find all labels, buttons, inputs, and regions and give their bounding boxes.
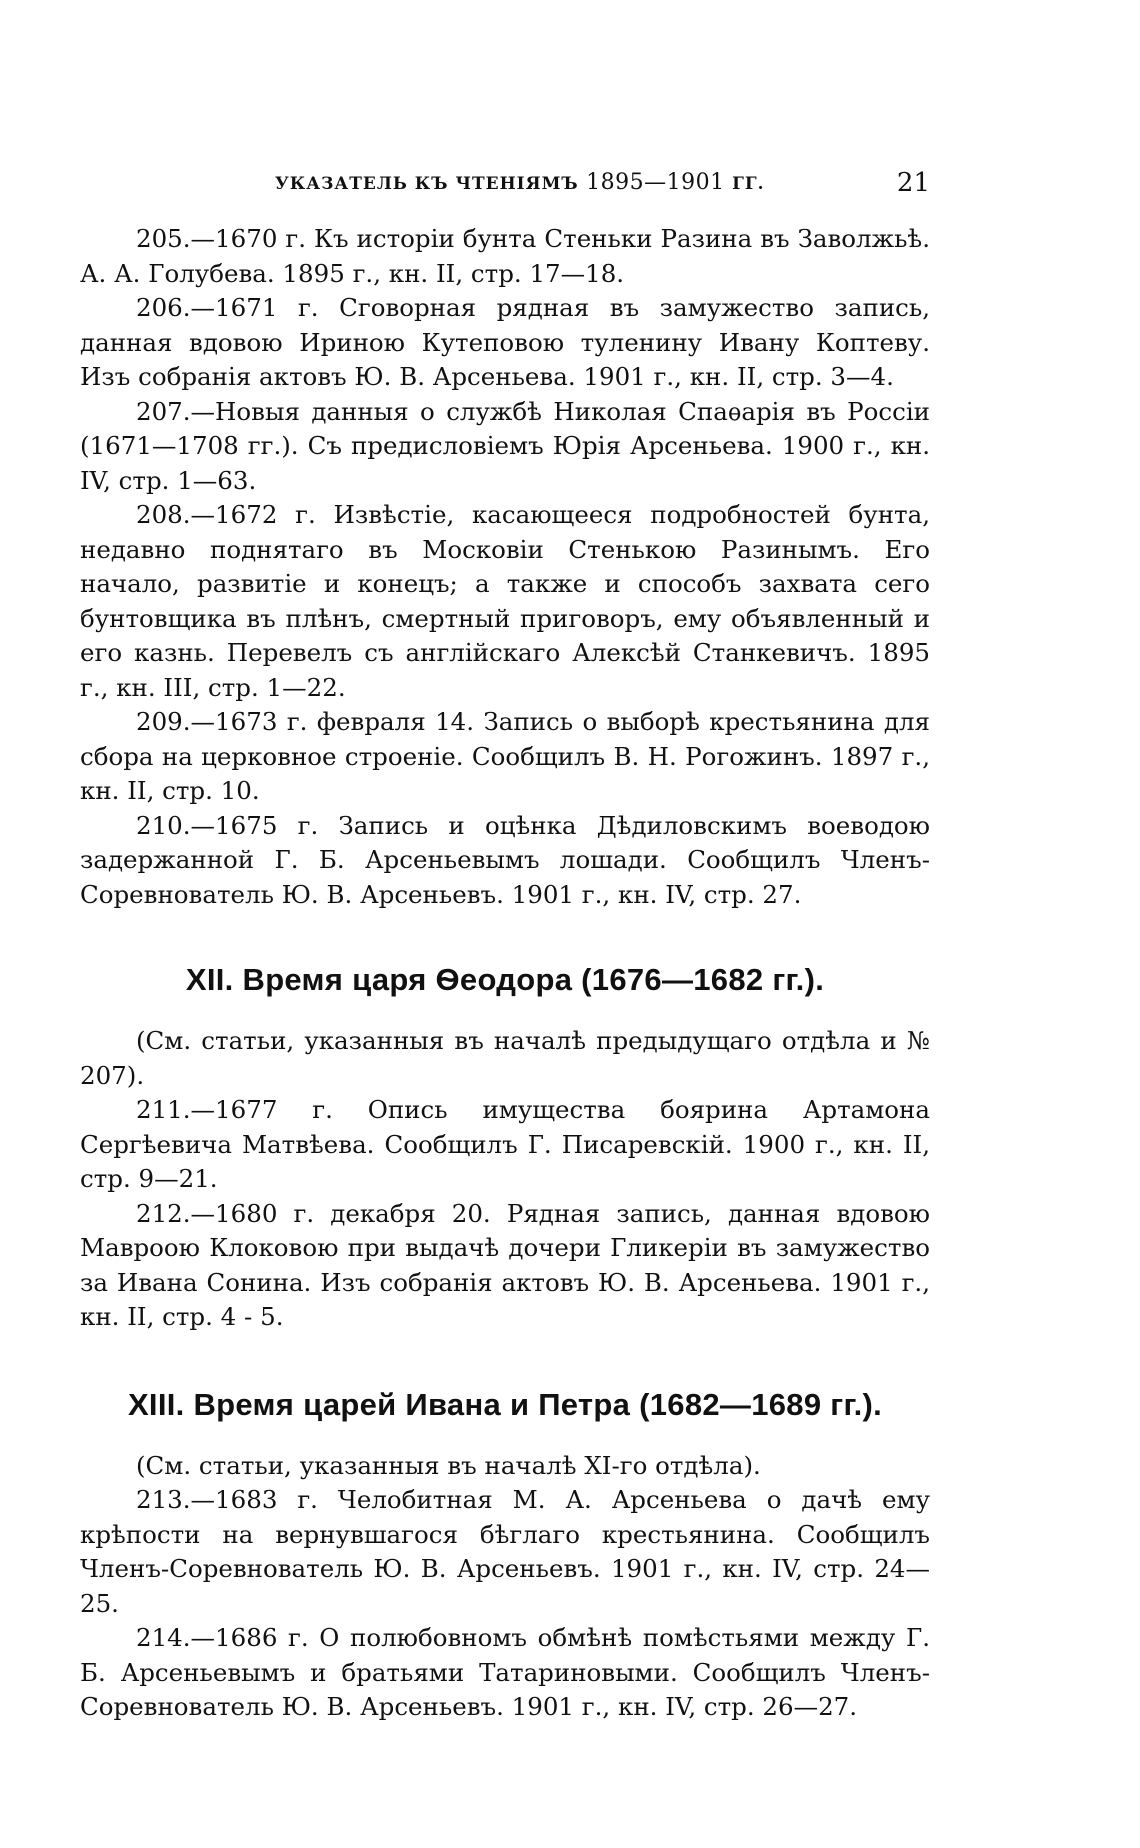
section-heading-xii: XII. Время царя Ѳеодора (1676—1682 гг.). xyxy=(185,962,825,997)
document-page xyxy=(80,160,930,1725)
entry-209: 209.—1673 г. февраля 14. Запись о выборѣ крестьянина для сбора на церковное строеніе. Сообщилъ В. Н. Рогожинъ. 1897 г., кн. II, стр. 10. xyxy=(80,707,930,805)
section-heading-xiii: XIII. Время царей Ивана и Петра (1682—1689 гг.). xyxy=(127,1386,883,1422)
section-xii-note: (См. статьи, указанныя въ началѣ предыдущаго отдѣла и № 207). xyxy=(80,1026,930,1090)
entry-205: 205.—1670 г. Къ исторіи бунта Стеньки Разина въ Заволжьѣ. А. А. Голубева. 1895 г., кн. II, стр. 17—18. xyxy=(80,224,930,288)
entry-210: 210.—1675 г. Запись и оцѣнка Дѣдиловскимъ воеводою задержанной Г. Б. Арсеньевымъ лошади. Сообщилъ Членъ-Соревнователь Ю. В. Арсеньевъ. 1901 г., кн. IV, стр. 27. xyxy=(80,810,930,909)
entry-213: 213.—1683 г. Челобитная М. А. Арсеньева о дачѣ ему крѣпости на вернувшагося бѣглаго крестьянина. Сообщилъ Членъ-Соревнователь Ю. В. Арсеньевъ. 1901 г., кн. IV, стр. 24—25. xyxy=(80,1485,930,1618)
page-number: 21 xyxy=(896,168,930,198)
entry-207: 207.—Новыя данныя о службѣ Николая Спаѳарія въ Россіи (1671—1708 гг.). Съ предисловіемъ Юрія Арсеньева. 1900 г., кн. IV, стр. 1—63. xyxy=(80,396,930,495)
entry-212: 212.—1680 г. декабря 20. Рядная запись, данная вдовою Мавроою Клоковою при выдачѣ дочери Гликеріи въ замужество за Ивана Сонина. Изъ собранія актовъ Ю. В. Арсеньева. 1901 г., кн. II, стр. 4 - 5. xyxy=(80,1198,930,1331)
section-xiii-note: (См. статьи, указанныя въ началѣ XI-го отдѣла). xyxy=(136,1450,761,1480)
entry-211: 211.—1677 г. Опись имущества боярина Артамона Сергѣевича Матвѣева. Сообщилъ Г. Писаревскій. 1900 г., кн. II, стр. 9—21. xyxy=(80,1095,930,1193)
running-title-suffix: ГГ. xyxy=(732,174,765,194)
running-title-years: 1895—1901 xyxy=(578,170,733,195)
entry-208: 208.—1672 г. Извѣстіе, касающееся подробностей бунта, недавно поднятаго въ Московіи Стенькою Разинымъ. Его начало, развитіе и конецъ; а также и способъ захвата сего бунтовщика въ плѣнъ, смертный приговоръ, ему объявленный и его казнь. Перевелъ съ англійскаго Алексѣй Станкевичъ. 1895 г., кн. III, стр. 1—22. xyxy=(80,500,930,702)
running-title xyxy=(275,170,765,195)
entry-206: 206.—1671 г. Сговорная рядная въ замужество запись, данная вдовою Ириною Кутеповою туленину Ивану Коптеву. Изъ собранія актовъ Ю. В. Арсеньева. 1901 г., кн. II, стр. 3—4. xyxy=(80,293,930,391)
running-title-prefix: УКАЗАТЕЛЬ КЪ ЧТЕНІЯМЪ xyxy=(275,174,579,194)
page-header xyxy=(80,160,930,204)
entry-214: 214.—1686 г. О полюбовномъ обмѣнѣ помѣстьями между Г. Б. Арсеньевымъ и братьями Татариновыми. Сообщилъ Членъ-Соревнователь Ю. В. Арсеньевъ. 1901 г., кн. IV, стр. 26—27. xyxy=(80,1623,930,1721)
